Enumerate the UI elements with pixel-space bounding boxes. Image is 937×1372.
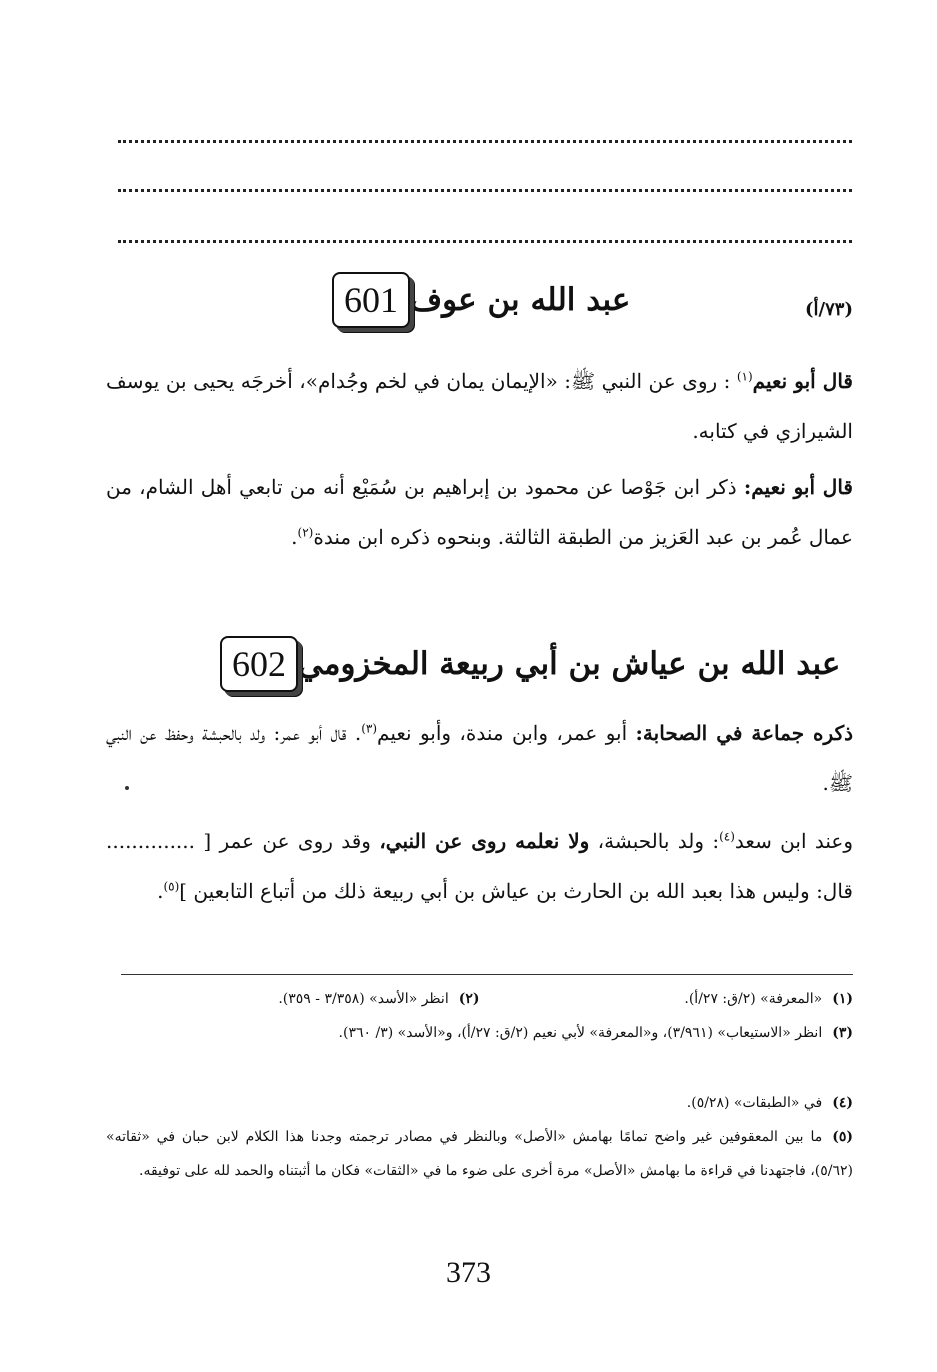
paragraph-4 — [106, 816, 853, 916]
footnote-text: ما بين المعقوفين غير واضح تمامًا بهامش «الأصل» وبالنظر في مصادر ترجمته وجدنا هذا الكلام لابن حبان في «ثقاته» (٥/٦٢)، فاجتهدنا في قراءة ما بهامش «الأصل» مرة أخرى على ضوء ما في «الثقات» فكان ما أثبتناه والحمد لله على توفيقه. — [106, 1129, 853, 1179]
paragraph-2 — [106, 462, 853, 562]
paragraph-text: : روى عن النبي ﷺ: «الإيمان يمان في لخم وجُدام»، أخرجَه يحيى بن يوسف الشيرازي في كتابه. — [106, 369, 853, 443]
footnote-ref: (٢) — [297, 525, 314, 540]
paragraph-1 — [106, 356, 853, 456]
speaker: قال أبو نعيم: — [743, 475, 853, 499]
footnote-5 — [106, 1120, 853, 1188]
footnote-text: في «الطبقات» (٥/٢٨). — [686, 1095, 823, 1111]
footnote-text: «المعرفة» (٢/ق: ٢٧/أ). — [684, 991, 823, 1007]
footnote-number: (٤) — [832, 1095, 853, 1111]
speaker: قال أبو نعيم — [752, 369, 853, 393]
footnote-number: (٣) — [832, 1025, 853, 1041]
footnote-1 — [480, 982, 854, 1016]
paragraph-text: وقد روى عن عمر [ .............. قال: وليس هذا بعبد الله بن الحارث بن عياش بن أبي ربيعة ذلك من أتباع التابعين ] — [106, 829, 853, 903]
footnote-number: (٥) — [832, 1129, 853, 1145]
paragraph-text: : ولد بالحبشة، — [597, 829, 720, 853]
dotted-line — [118, 189, 852, 192]
paragraph-text: ذكر ابن جَوْصا عن محمود بن إبراهيم بن سُمَيْع أنه من تابعي أهل الشام، من عمال عُمر بن عبد العَزيز من الطبقة الثالثة. وبنحوه ذكره ابن مندة — [106, 475, 853, 549]
paragraph-text: . قال أبو عمر: ولد بالحبشة وحفظ عن النبي ﷺ. — [106, 721, 853, 795]
entry-heading-602 — [210, 636, 840, 692]
entry-title: عبد الله بن عوف — [410, 282, 631, 318]
footnote-number: (٢) — [458, 991, 480, 1007]
entry-heading-601 — [322, 272, 630, 328]
entry-number-box: 601 — [332, 272, 410, 328]
footnote-2 — [106, 982, 480, 1016]
footnote-3 — [106, 1016, 853, 1050]
footnote-text: انظر «الاستيعاب» (٣/٩٦١)، و«المعرفة» لأبي نعيم (٢/ق: ٢٧/أ)، و«الأسد» (٣/ ٣٦٠). — [338, 1025, 823, 1041]
paragraph-text: أبو عمر، وابن مندة، وأبو نعيم — [377, 721, 628, 745]
footnote-separator — [121, 974, 853, 975]
bold-text: ولا نعلمه روى عن النبي، — [379, 829, 590, 853]
paragraph-3 — [106, 708, 853, 808]
punctuation: . — [291, 525, 298, 549]
page-number: 373 — [446, 1256, 491, 1289]
footnote-row-1-2 — [106, 982, 853, 1016]
speaker: ذكره جماعة في الصحابة: — [635, 721, 853, 745]
footnote-4 — [106, 1086, 853, 1120]
paragraph-text: وعند ابن سعد — [734, 829, 854, 853]
dotted-line — [118, 140, 852, 143]
footnote-ref: (٥) — [163, 879, 180, 894]
mark — [125, 786, 129, 790]
footnote-number: (١) — [832, 991, 853, 1007]
footnote-ref: (٤) — [719, 829, 735, 844]
dotted-line — [118, 240, 852, 243]
folio-reference: (٧٣/أ) — [805, 299, 853, 320]
entry-title: عبد الله بن عياش بن أبي ربيعة المخزومي — [298, 646, 841, 682]
entry-number-box: 602 — [220, 636, 298, 692]
punctuation: . — [157, 879, 164, 903]
footnote-ref: (١) — [736, 369, 753, 384]
footnote-text: انظر «الأسد» (٣/٣٥٨ - ٣٥٩). — [278, 991, 449, 1007]
footnote-ref: (٣) — [361, 721, 378, 736]
